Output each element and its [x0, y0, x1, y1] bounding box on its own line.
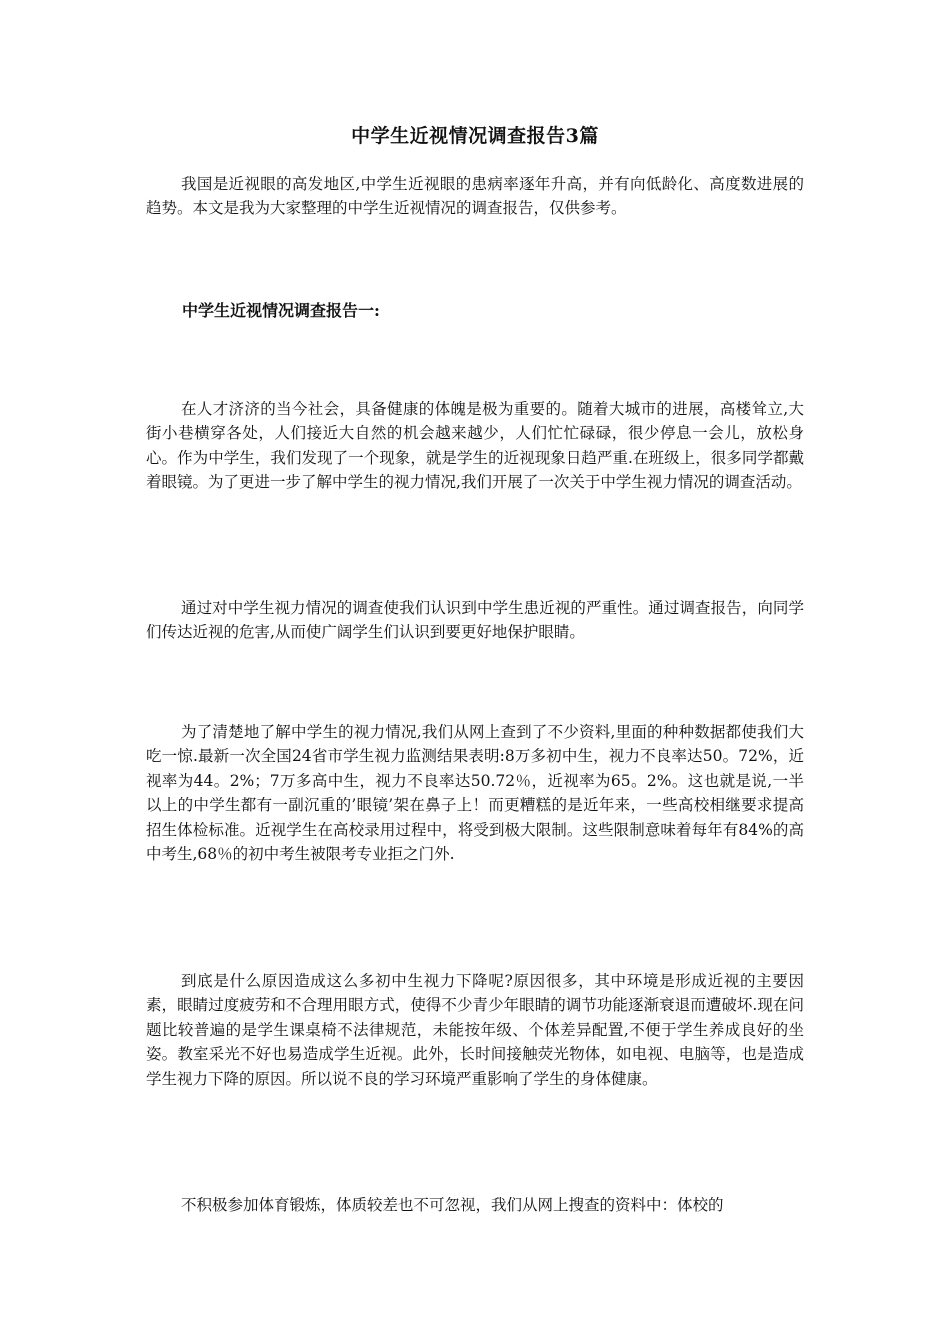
body-paragraph: 不积极参加体育锻炼，体质较差也不可忽视，我们从网上搜查的资料中：体校的: [181, 1196, 724, 1214]
body-paragraph: 通过对中学生视力情况的调查使我们认识到中学生患近视的严重性。通过调查报告，向同学们传达近视的危害,从而使广阔学生们认识到要更好地保护眼睛。: [146, 599, 804, 642]
document-title: 中学生近视情况调查报告3篇: [351, 125, 599, 147]
intro-paragraph: 我国是近视眼的高发地区,中学生近视眼的患病率逐年升高，并有向低龄化、高度数进展的趋势。本文是我为大家整理的中学生近视情况的调查报告，仅供参考。: [146, 175, 804, 218]
section-heading: 中学生近视情况调查报告一:: [182, 301, 380, 320]
body-paragraph: 为了清楚地了解中学生的视力情况,我们从网上查到了不少资料,里面的种种数据都使我们大吃一惊.最新一次全国24省市学生视力监测结果表明:8万多初中生，视力不良率达50。72%，近视率为44。2%；7万多高中生，视力不良率达50.72％，近视率为65。2%。这也就是说,一半以上的中学生都有一副沉重的’眼镜’架在鼻子上！而更糟糕的是近年来，一些高校相继要求提高招生体检标准。近视学生在高校录用过程中，将受到极大限制。这些限制意味着每年有84%的高中考生,68％的初中考生被限考专业拒之门外.: [146, 723, 804, 864]
body-paragraph: 到底是什么原因造成这么多初中生视力下降呢?原因很多，其中环境是形成近视的主要因素，眼睛过度疲劳和不合理用眼方式，使得不少青少年眼睛的调节功能逐渐衰退而遭破坏.现在问题比较普遍的是学生课桌椅不法律规范，未能按年级、个体差异配置,不便于学生养成良好的坐姿。教室采光不好也易造成学生近视。此外，长时间接触荧光物体，如电视、电脑等，也是造成学生视力下降的原因。所以说不良的学习环境严重影响了学生的身体健康。: [146, 972, 804, 1088]
body-paragraph: 在人才济济的当今社会，具备健康的体魄是极为重要的。随着大城市的进展，高楼耸立,大街小巷横穿各处，人们接近大自然的机会越来越少，人们忙忙碌碌，很少停息一会儿，放松身心。作为中学生，我们发现了一个现象，就是学生的近视现象日趋严重.在班级上，很多同学都戴着眼镜。为了更进一步了解中学生的视力情况,我们开展了一次关于中学生视力情况的调查活动。: [146, 400, 804, 492]
